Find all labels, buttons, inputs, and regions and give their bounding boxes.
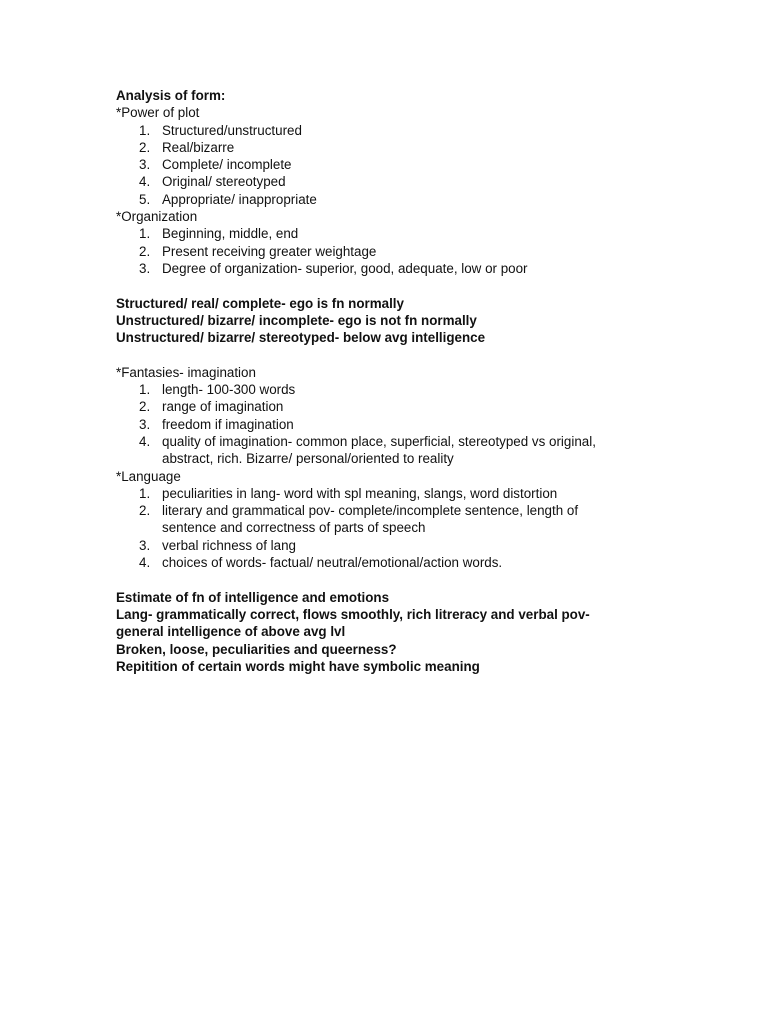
list-item bbox=[116, 416, 656, 433]
summary-line: Unstructured/ bizarre/ incomplete- ego is not fn normally bbox=[116, 312, 477, 328]
spacer bbox=[116, 571, 656, 588]
estimate-line: Estimate of fn of intelligence and emotions bbox=[116, 589, 390, 605]
list-item bbox=[116, 537, 656, 554]
list-text: sentence and correctness of parts of speech bbox=[162, 520, 426, 536]
summary-line: Structured/ real/ complete- ego is fn normally bbox=[116, 295, 404, 311]
list-text: abstract, rich. Bizarre/ personal/oriented to reality bbox=[162, 451, 454, 467]
list-item bbox=[116, 225, 656, 242]
list-number: 2. bbox=[139, 399, 151, 415]
list-item bbox=[116, 243, 656, 260]
list-number: 2. bbox=[139, 243, 151, 259]
list-number: 2. bbox=[139, 139, 151, 155]
summary-line: Unstructured/ bizarre/ stereotyped- below avg intelligence bbox=[116, 330, 486, 346]
list-item bbox=[116, 260, 656, 277]
spacer bbox=[116, 277, 656, 294]
list-text: quality of imagination- common place, superficial, stereotyped vs original, bbox=[162, 433, 596, 449]
list-item bbox=[116, 398, 656, 415]
estimate-line: Repitition of certain words might have symbolic meaning bbox=[116, 658, 480, 674]
list-text: range of imagination bbox=[162, 399, 284, 415]
list-item bbox=[116, 381, 656, 398]
list-number: 4. bbox=[139, 433, 151, 449]
list-item bbox=[116, 122, 656, 139]
list-text: choices of words- factual/ neutral/emotional/action words. bbox=[162, 555, 503, 571]
list-text: Real/bizarre bbox=[162, 139, 235, 155]
list-number: 3. bbox=[139, 157, 151, 173]
list-number: 1. bbox=[139, 485, 151, 501]
list-number: 5. bbox=[139, 191, 151, 207]
fantasies-label: *Fantasies- imagination bbox=[116, 364, 256, 380]
list-number: 3. bbox=[139, 416, 151, 432]
list-item-continuation bbox=[116, 519, 656, 536]
language-label: *Language bbox=[116, 468, 181, 484]
list-text: freedom if imagination bbox=[162, 416, 294, 432]
document-page bbox=[116, 87, 656, 675]
list-number: 1. bbox=[139, 382, 151, 398]
list-item bbox=[116, 554, 656, 571]
list-item bbox=[116, 502, 656, 519]
list-text: Structured/unstructured bbox=[162, 122, 302, 138]
list-number: 1. bbox=[139, 226, 151, 242]
list-text: Degree of organization- superior, good, adequate, low or poor bbox=[162, 260, 528, 276]
list-text: Present receiving greater weightage bbox=[162, 243, 377, 259]
spacer bbox=[116, 346, 656, 363]
list-item bbox=[116, 191, 656, 208]
estimate-line: Broken, loose, peculiarities and queerness? bbox=[116, 641, 397, 657]
list-text: peculiarities in lang- word with spl meaning, slangs, word distortion bbox=[162, 485, 558, 501]
list-item-continuation bbox=[116, 450, 656, 467]
list-text: Appropriate/ inappropriate bbox=[162, 191, 317, 207]
list-text: Original/ stereotyped bbox=[162, 174, 286, 190]
list-number: 3. bbox=[139, 537, 151, 553]
estimate-line: general intelligence of above avg lvl bbox=[116, 624, 346, 640]
estimate-line: Lang- grammatically correct, flows smoothly, rich litreracy and verbal pov- bbox=[116, 606, 590, 622]
language-list bbox=[116, 485, 656, 571]
list-number: 2. bbox=[139, 503, 151, 519]
list-number: 4. bbox=[139, 174, 151, 190]
list-text: Complete/ incomplete bbox=[162, 157, 292, 173]
section-heading: Analysis of form: bbox=[116, 88, 226, 103]
list-item bbox=[116, 156, 656, 173]
list-item bbox=[116, 173, 656, 190]
list-text: verbal richness of lang bbox=[162, 537, 296, 553]
fantasies-list bbox=[116, 381, 656, 467]
plot-label: *Power of plot bbox=[116, 105, 200, 121]
plot-list bbox=[116, 122, 656, 208]
list-number: 3. bbox=[139, 260, 151, 276]
list-text: Beginning, middle, end bbox=[162, 226, 299, 242]
list-item bbox=[116, 485, 656, 502]
list-number: 1. bbox=[139, 122, 151, 138]
list-text: literary and grammatical pov- complete/incomplete sentence, length of bbox=[162, 503, 579, 519]
list-item bbox=[116, 139, 656, 156]
list-number: 4. bbox=[139, 555, 151, 571]
organization-list bbox=[116, 225, 656, 277]
list-item bbox=[116, 433, 656, 450]
organization-label: *Organization bbox=[116, 209, 198, 225]
list-text: length- 100-300 words bbox=[162, 382, 296, 398]
